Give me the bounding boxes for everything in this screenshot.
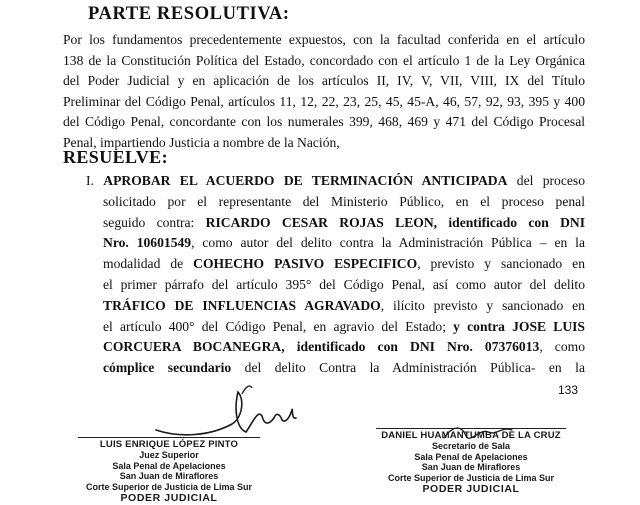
stamp-name: LUIS ENRIQUE LÓPEZ PINTO	[78, 437, 260, 450]
section-heading: PARTE RESOLUTIVA:	[88, 4, 290, 24]
intro-line: Por los fundamentos precedentemente expuestos, con la facultad conferida en el artículo	[63, 32, 585, 47]
offense-2: TRÁFICO DE INFLUENCIAS AGRAVADO	[103, 297, 381, 313]
item-line	[103, 358, 585, 379]
stamp-institution: PODER JUDICIAL	[120, 492, 218, 504]
item-text: , como	[539, 339, 586, 355]
intro-line: Preliminar del Código Penal, artículos 11, 12, 22, 23, 25, 45, 45-A, 46, 57, 92, 93, 395 y 400	[63, 93, 585, 109]
stamp-line: San Juan de Miraflores	[119, 471, 219, 481]
intro-line: Penal, impartiendo Justicia a nombre de la Nación,	[63, 134, 340, 150]
intro-line: del Código Penal, concordante con los numerales 399, 468, 469 y 471 del Código Procesal	[63, 114, 585, 129]
item-line	[103, 233, 585, 254]
item-text: , como autor del delito contra la Administración Pública – en la	[191, 235, 585, 251]
resolution-item-1	[86, 171, 586, 379]
item-line: el primer párrafo del artículo 395° del Código Penal, así como autor del delito	[103, 276, 585, 292]
secretary-stamp	[376, 428, 566, 495]
intro-paragraph	[63, 30, 585, 153]
item-text: , ilícito previsto y sancionado en	[380, 297, 585, 313]
item-bold-text: APROBAR EL ACUERDO DE TERMINACIÓN ANTICIPADA	[103, 173, 508, 188]
stamp-line: San Juan de Miraflores	[421, 462, 521, 472]
item-text: el artículo 400° del Código Penal, en agravio del Estado;	[103, 318, 454, 334]
intro-line: del Poder Judicial y en aplicación de los artículos II, IV, V, VII, VIII, IX del Título	[63, 73, 585, 88]
offense-1: COHECHO PASIVO ESPECIFICO	[193, 256, 418, 272]
defendant-1-name: RICARDO CESAR ROJAS LEON, identificado con DNI	[205, 214, 585, 230]
item-text: seguido contra:	[103, 214, 206, 230]
item-line	[103, 337, 585, 358]
judge-signature	[150, 380, 320, 442]
item-line	[103, 254, 585, 275]
judge-stamp	[78, 437, 260, 504]
item-line	[103, 317, 585, 338]
item-text: , previsto y sancionado en	[417, 256, 585, 272]
resuelve-heading: RESUELVE:	[63, 147, 168, 167]
item-numeral: I.	[86, 173, 104, 188]
participation-role: cómplice secundario	[103, 360, 232, 376]
stamp-line: Corte Superior de Justicia de Lima Sur	[85, 481, 253, 492]
item-text: del proceso	[507, 173, 586, 188]
stamp-role: Secretario de Sala	[431, 441, 511, 451]
defendant-1-dni: Nro. 10601549	[103, 235, 192, 251]
stamp-line: Sala Penal de Apelaciones	[414, 451, 528, 462]
item-line	[86, 171, 585, 192]
item-line	[103, 213, 585, 234]
item-text: modalidad de	[103, 256, 194, 272]
stamp-name: DANIEL HUAMANTUMBA DE LA CRUZ	[376, 428, 566, 441]
item-line: solicitado por el representante del Ministerio Público, en el proceso penal	[103, 193, 585, 209]
page-number: 133	[558, 383, 579, 397]
stamp-line: Sala Penal de Apelaciones	[112, 460, 226, 471]
intro-line: 138 de la Constitución Política del Estado, concordado con el artículo 1 de la Ley Orgánica	[63, 52, 585, 68]
stamp-role: Juez Superior	[139, 450, 199, 460]
item-line	[103, 296, 585, 317]
item-text: del delito Contra la Administración Pública- en la	[231, 360, 585, 376]
defendant-2-intro: y contra JOSE LUIS	[453, 318, 585, 334]
stamp-line: Corte Superior de Justicia de Lima Sur	[387, 472, 555, 483]
defendant-2-name: CORCUERA BOCANEGRA, identificado con DNI Nro. 07376013	[103, 339, 540, 355]
stamp-institution: PODER JUDICIAL	[422, 483, 520, 495]
